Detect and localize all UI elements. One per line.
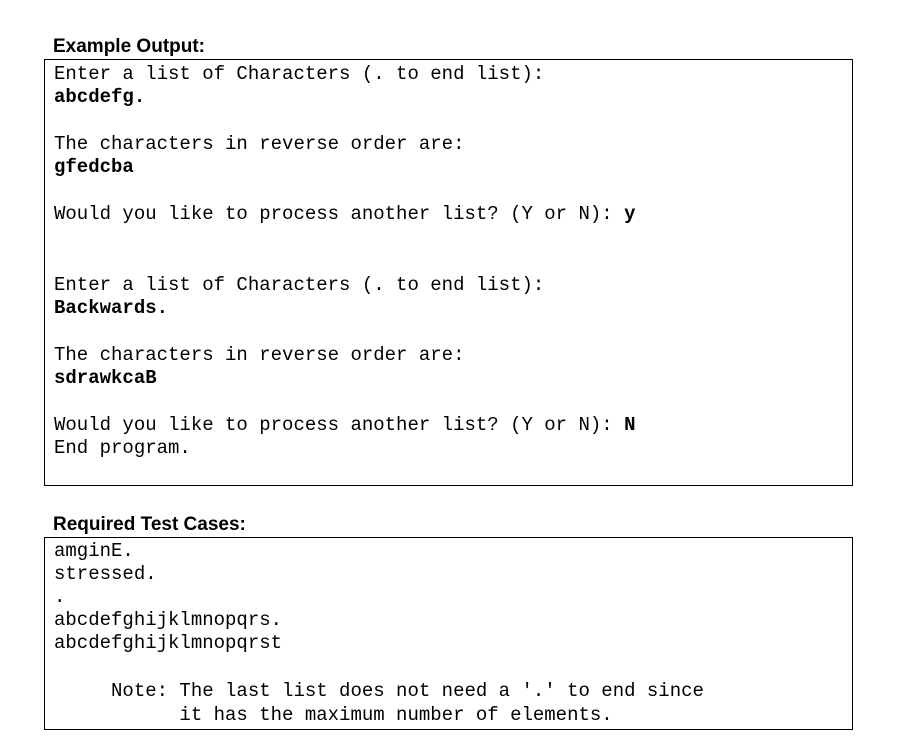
- example-output-box: [44, 59, 853, 486]
- process-another-question: Would you like to process another list? (Y or N):: [54, 203, 625, 225]
- reverse-order-label: The characters in reverse order are:: [54, 133, 465, 155]
- process-another-prompt: [54, 414, 636, 436]
- test-case: amginE.: [54, 540, 134, 562]
- required-test-cases-box: [44, 537, 853, 730]
- required-test-cases-heading: Required Test Cases:: [53, 514, 246, 535]
- input-list: Backwards.: [54, 297, 169, 319]
- test-case: abcdefghijklmnopqrs.: [54, 609, 283, 631]
- reverse-order-label: The characters in reverse order are:: [54, 344, 465, 366]
- note-line: Note: The last list does not need a '.' to end since: [54, 680, 704, 702]
- prompt-enter-list: Enter a list of Characters (. to end list):: [54, 274, 545, 296]
- input-list: abcdefg.: [54, 86, 146, 108]
- example-output-heading: Example Output:: [53, 36, 206, 57]
- process-another-answer: N: [624, 414, 636, 436]
- test-case: .: [54, 586, 66, 608]
- test-case: abcdefghijklmnopqrst: [54, 632, 283, 654]
- note-line: it has the maximum number of elements.: [54, 704, 613, 726]
- end-program-message: End program.: [54, 437, 191, 459]
- prompt-enter-list: Enter a list of Characters (. to end list):: [54, 63, 545, 85]
- reversed-output: sdrawkcaB: [54, 367, 157, 389]
- test-case: stressed.: [54, 563, 157, 585]
- process-another-answer: y: [624, 203, 636, 225]
- process-another-prompt: [54, 203, 636, 225]
- process-another-question: Would you like to process another list? (Y or N):: [54, 414, 625, 436]
- reversed-output: gfedcba: [54, 156, 134, 178]
